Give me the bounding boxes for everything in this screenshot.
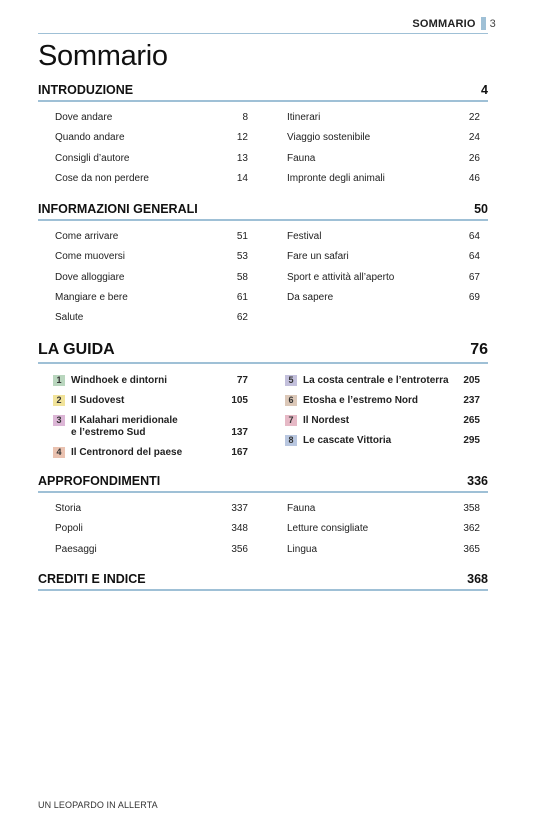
entry-label: Come muoversi	[55, 251, 126, 263]
entry-page: 64	[468, 231, 480, 242]
entry-label: Lingua	[287, 543, 318, 555]
entry-label: Viaggio sostenibile	[287, 132, 371, 144]
chapter-page: 105	[231, 395, 248, 406]
entry-page: 67	[468, 271, 480, 283]
chapter-title: Il Sudovest	[71, 395, 125, 406]
entry-page: 53	[236, 251, 248, 263]
chapter-page: 265	[463, 415, 480, 426]
entry-label: Fauna	[287, 503, 316, 514]
chapter-entry[interactable]	[285, 414, 480, 434]
chapter-number-badge: 3	[53, 415, 65, 426]
toc-column-right	[285, 374, 480, 466]
header-rule	[38, 33, 488, 34]
section-introduzione	[38, 83, 488, 193]
chapter-title: Windhoek e dintorni	[71, 375, 168, 386]
section-title: LA GUIDA	[38, 341, 115, 358]
entry-label: Fare un safari	[287, 251, 349, 263]
entry-label: Sport e attività all’aperto	[287, 271, 395, 283]
toc-entry[interactable]	[55, 523, 248, 543]
chapter-number-badge: 4	[53, 447, 65, 458]
entry-label: Consigli d’autore	[55, 152, 130, 164]
chapter-number-badge: 2	[53, 395, 65, 406]
toc-entry[interactable]	[287, 112, 480, 132]
section-heading[interactable]	[38, 572, 488, 591]
entry-page: 51	[236, 231, 248, 242]
entry-page: 356	[231, 543, 248, 555]
toc-entry[interactable]	[287, 251, 480, 271]
section-informazioni-generali	[38, 202, 488, 332]
entry-label: Da sapere	[287, 291, 334, 303]
chapter-title-line2: e l’estremo Sud	[71, 426, 146, 438]
chapter-title: Le cascate Vittoria	[303, 435, 392, 446]
entry-page: 13	[236, 152, 248, 164]
chapter-page: 237	[463, 395, 480, 406]
toc-entry[interactable]	[55, 153, 248, 173]
page-title: Sommario	[38, 40, 168, 72]
entry-page: 362	[463, 523, 480, 535]
chapter-number-badge: 5	[285, 375, 297, 386]
entry-page: 358	[463, 503, 480, 514]
chapter-entry[interactable]	[53, 394, 248, 414]
chapter-entry[interactable]	[53, 414, 248, 446]
toc-column-left	[53, 374, 248, 466]
section-heading[interactable]	[38, 202, 488, 221]
section-heading[interactable]	[38, 474, 488, 493]
toc-entry[interactable]	[287, 292, 480, 312]
chapter-entry[interactable]	[285, 394, 480, 414]
section-page: 4	[481, 83, 488, 97]
toc-column-left	[55, 503, 248, 564]
chapter-title: Il Centronord del paese	[71, 447, 183, 458]
section-crediti-e-indice	[38, 572, 488, 591]
section-page: 50	[474, 202, 488, 216]
toc-entry[interactable]	[55, 112, 248, 132]
chapter-number-badge: 8	[285, 435, 297, 446]
section-heading[interactable]	[38, 341, 488, 364]
toc-entry[interactable]	[287, 153, 480, 173]
page-number: 3	[489, 17, 496, 30]
section-page: 76	[470, 341, 488, 358]
toc-entry[interactable]	[287, 503, 480, 523]
toc-entry[interactable]	[287, 272, 480, 292]
chapter-entry[interactable]	[53, 446, 248, 466]
section-title: CREDITI E INDICE	[38, 572, 146, 586]
section-heading[interactable]	[38, 83, 488, 102]
chapter-title: Il Kalahari meridionale	[71, 415, 178, 426]
toc-entry[interactable]	[287, 523, 480, 543]
entry-label: Itinerari	[287, 112, 321, 123]
entry-label: Mangiare e bere	[55, 291, 128, 303]
toc-entry[interactable]	[287, 132, 480, 152]
section-approfondimenti	[38, 474, 488, 564]
entry-page: 46	[468, 172, 480, 184]
section-la-guida	[38, 341, 488, 466]
chapter-title: La costa centrale e l’entroterra	[303, 375, 449, 386]
entry-label: Salute	[55, 312, 84, 324]
section-page: 368	[467, 572, 488, 586]
entry-label: Dove alloggiare	[55, 271, 125, 283]
toc-column-left	[55, 231, 248, 332]
entry-page: 348	[231, 523, 248, 535]
entry-label: Paesaggi	[55, 543, 97, 555]
entry-label: Come arrivare	[55, 231, 119, 242]
toc-entry[interactable]	[55, 251, 248, 271]
chapter-entry[interactable]	[53, 374, 248, 394]
chapter-number-badge: 1	[53, 375, 65, 386]
chapter-title: Il Nordest	[303, 415, 350, 426]
entry-label: Popoli	[55, 523, 83, 535]
toc-entry[interactable]	[55, 173, 248, 193]
section-title: INTRODUZIONE	[38, 83, 134, 97]
toc-entry[interactable]	[55, 544, 248, 564]
chapter-number-badge: 6	[285, 395, 297, 406]
section-title: INFORMAZIONI GENERALI	[38, 202, 198, 216]
photo-caption: UN LEOPARDO IN ALLERTA	[38, 800, 158, 810]
toc-entry[interactable]	[55, 292, 248, 312]
toc-column-left	[55, 112, 248, 193]
toc-column-right	[287, 503, 480, 564]
entry-label: Fauna	[287, 152, 316, 164]
chapter-page: 295	[463, 435, 480, 446]
chapter-page: 167	[231, 447, 248, 458]
chapter-page: 137	[231, 427, 248, 438]
entry-page: 24	[468, 132, 480, 144]
section-title: APPROFONDIMENTI	[38, 474, 161, 488]
entry-page: 365	[463, 543, 480, 555]
chapter-page: 205	[463, 375, 480, 386]
toc-entry[interactable]	[287, 173, 480, 193]
chapter-page: 77	[236, 375, 248, 386]
entry-page: 58	[236, 271, 248, 283]
toc-entry[interactable]	[55, 231, 248, 251]
entry-label: Letture consigliate	[287, 523, 369, 535]
entry-label: Impronte degli animali	[287, 172, 385, 184]
entry-page: 8	[242, 112, 248, 123]
running-head-bar	[481, 17, 486, 30]
toc-column-right	[287, 112, 480, 193]
chapter-entry[interactable]	[285, 374, 480, 394]
toc-entry[interactable]	[287, 544, 480, 564]
entry-label: Quando andare	[55, 132, 125, 144]
toc-entry[interactable]	[55, 503, 248, 523]
entry-page: 337	[231, 503, 248, 514]
entry-label: Storia	[55, 503, 82, 514]
chapter-title: Etosha e l’estremo Nord	[303, 395, 419, 406]
entry-page: 61	[236, 291, 248, 303]
toc-entry[interactable]	[55, 312, 248, 332]
toc-entry[interactable]	[55, 132, 248, 152]
entry-page: 69	[468, 291, 480, 303]
toc-column-right	[287, 231, 480, 332]
running-head	[412, 17, 496, 30]
entry-page: 14	[236, 172, 248, 184]
toc-entry[interactable]	[287, 231, 480, 251]
section-page: 336	[467, 474, 488, 488]
chapter-number-badge: 7	[285, 415, 297, 426]
chapter-entry[interactable]	[285, 434, 480, 454]
entry-page: 62	[236, 312, 248, 324]
entry-page: 26	[468, 152, 480, 164]
entry-page: 64	[468, 251, 480, 263]
entry-page: 12	[236, 132, 248, 144]
entry-label: Dove andare	[55, 112, 113, 123]
toc-entry[interactable]	[55, 272, 248, 292]
entry-label: Festival	[287, 231, 322, 242]
entry-label: Cose da non perdere	[55, 172, 149, 184]
entry-page: 22	[468, 112, 480, 123]
running-title: SOMMARIO	[412, 17, 476, 30]
